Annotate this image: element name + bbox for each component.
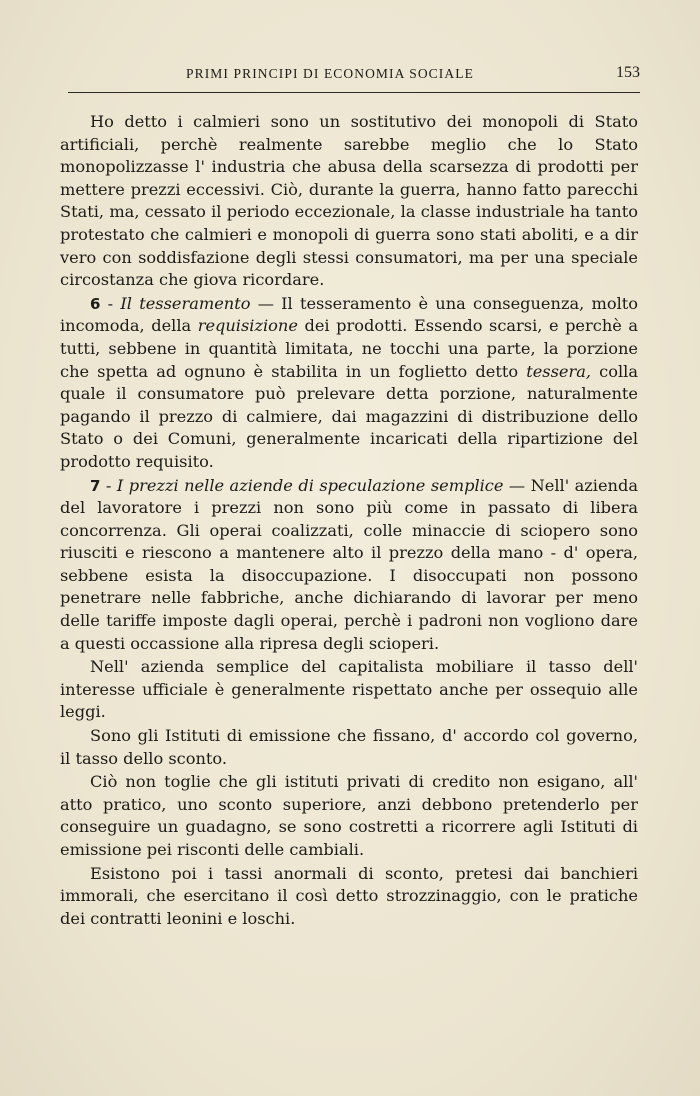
body-text <box>60 111 638 931</box>
section-number: 6 <box>90 294 101 313</box>
section-7-prezzi: 7 - I prezzi nelle aziende di speculazione semplice — Nell' azienda del lavoratore i prezzi non sono più come in passato di libera concorrenza. Gli operai coalizzati, colle minaccie di sciopero sono riusciti e riescono a mantenere alto il prezzo della mano - d' opera, sebbene esista la disoccupazione. I disoccupati non possono penetrare nelle fabbriche, anche dichiarando di lavorar per meno delle tariffe imposte dagli operai, perchè i padroni non vogliono dare a questi occassione alla ripresa degli scioperi. <box>60 475 638 653</box>
paragraph-text: dei prodotti. Essendo scarsi, e perchè a tutti, sebbene in quantità limitata, ne tocchi una parte, la porzione che spetta ad ognuno è stabilita in un foglietto detto <box>60 316 639 381</box>
page-number: 153 <box>616 64 640 81</box>
running-header <box>68 64 640 93</box>
paragraph-text: Nell' azienda semplice del capitalista mobiliare il tasso dell' interesse ufficiale è generalmente rispettato anche per ossequio alle leggi. <box>60 657 638 722</box>
paragraph-tassi-anormali <box>60 863 638 931</box>
paragraph-text: Nell' azienda del lavoratore i prezzi non sono più come in passato di libera concorrenza. Gli operai coalizzati, colle minaccie di sciopero sono riusciti e riescono a mantenere alto il prezzo della mano - d' opera, sebbene esista la disoccupazione. I disoccupati non possono penetrare nelle fabbriche, anche dichiarando di lavorar per meno delle tariffe imposte dagli operai, perchè i padroni non vogliono dare a questi occassione alla ripresa degli scioperi. <box>60 475 638 653</box>
paragraph-text: Ciò non toglie che gli istituti privati di credito non esigano, all' atto pratico, uno sconto superiore, anzi debbono pretenderlo per conseguire un guadagno, se sono costretti a ricorrere agli Istituti di emissione pei risconti delle cambiali. <box>60 772 638 859</box>
paragraph-istituti-privati <box>60 771 638 861</box>
emphasis-text: requisizione <box>197 316 298 336</box>
running-title: PRIMI PRINCIPI DI ECONOMIA SOCIALE <box>186 66 474 81</box>
paragraph-text: Ho detto i calmieri sono un sostitutivo dei monopoli di Stato artificiali, perchè realmente sarebbe meglio che lo Stato monopolizzasse l' industria che abusa della scarsezza di prodotti per mettere prezzi eccessivi. Ciò, durante la guerra, hanno fatto parecchi Stati, ma, cessato il periodo eccezionale, la classe industriale ha tanto protestato che calmieri e monopoli di guerra sono stati aboliti, e a dir vero con soddisfazione degli stessi consumatori, ma per una speciale circostanza che giova ricordare. <box>60 112 638 290</box>
emphasis-text: tessera, <box>526 361 592 381</box>
paragraph-text: Il tesseramento è una conseguenza, molto incomoda, della <box>60 293 639 336</box>
paragraph-capitalista <box>60 656 638 724</box>
section-heading: I prezzi nelle aziende di speculazione semplice <box>116 475 504 495</box>
section-heading: Il tesseramento <box>120 293 251 313</box>
paragraph-text: Sono gli Istituti di emissione che fissano, d' accordo col governo, il tasso dello sconto. <box>60 726 638 768</box>
paragraph-istituti-emissione <box>60 725 638 770</box>
paragraph-calmieri <box>60 111 638 292</box>
section-6-tesseramento: 6 - Il tesseramento — Il tesseramento è una conseguenza, molto incomoda, della requisizione dei prodotti. Essendo scarsi, e perchè a tutti, sebbene in quantità limitata, ne tocchi una parte, la porzione che spetta ad ognuno è stabilita in un foglietto detto tessera, colla quale il consumatore può prelevare detta porzione, naturalmente pagando il prezzo di calmiere, dai magazzini di distribuzione dello Stato o dei Comuni, generalmente incaricati della ripartizione del prodotto requisito. <box>60 293 639 471</box>
paragraph-text: colla quale il consumatore può prelevare detta porzione, naturalmente pagando il prezzo di calmiere, dai magazzini di distribuzione dello Stato o dei Comuni, generalmente incaricati della ripartizione del prodotto requisito. <box>60 361 638 471</box>
section-number: 7 <box>90 476 101 495</box>
paragraph-text: Esistono poi i tassi anormali di sconto, pretesi dai banchieri immorali, che esercitano il così detto strozzinaggio, con le pratiche dei contratti leonini e loschi. <box>60 863 638 928</box>
